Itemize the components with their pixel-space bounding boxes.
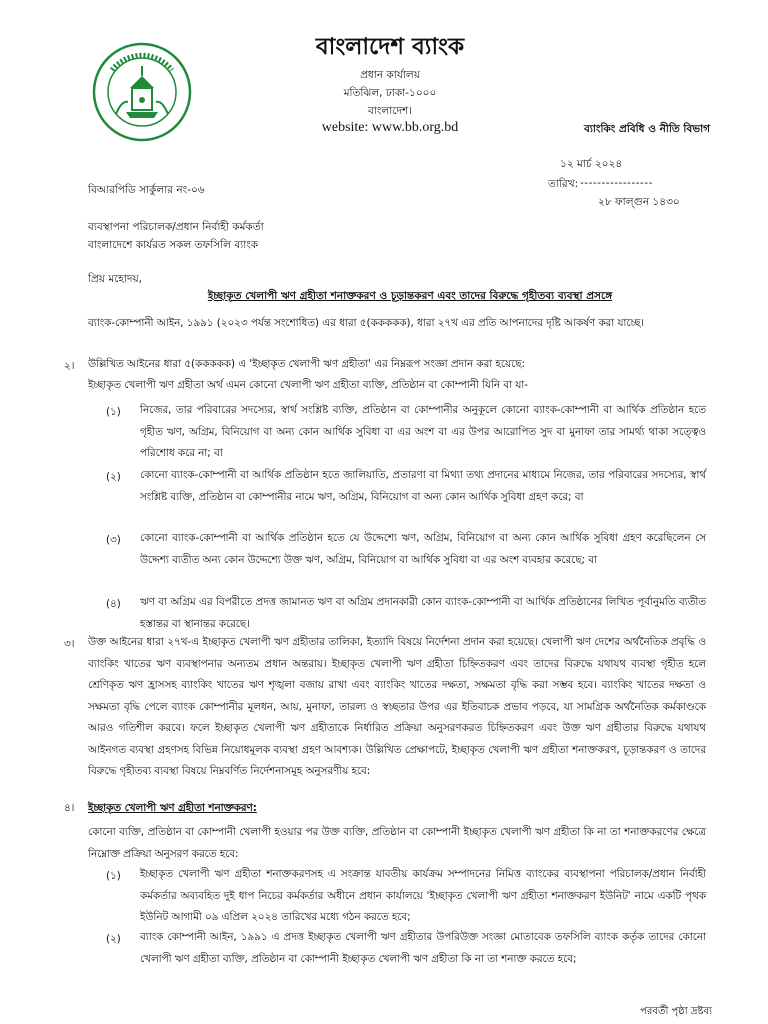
department-name: ব্যাংকিং প্রবিধি ও নীতি বিভাগ <box>584 123 710 135</box>
s2-item-3-text: কোনো ব্যাংক-কোম্পানী বা আর্থিক প্রতিষ্ঠান হতে যে উদ্দেশ্যে ঋণ, অগ্রিম, বিনিয়োগ বা অন্য কোন আর্থিক সুবিধা গ্রহণ করেছিলেন সে উদ্দেশ্য ব্যতীত অন্য কোন উদ্দেশ্যে উক্ত ঋণ, অগ্রিম, বিনিয়োগ বা আর্থিক সুবিধা বা এর অংশ ব্যবহার করেছে; বা <box>140 532 706 566</box>
salutation: প্রিয় মহোদয়, <box>88 273 143 285</box>
s2-item-1-number: (১) <box>106 406 121 418</box>
org-name: বাংলাদেশ ব্যাংক <box>315 33 465 60</box>
section-3-text: উক্ত আইনের ধারা ২৭খ-এ ইচ্ছাকৃত খেলাপী ঋণ গ্রহীতার তালিকা, ইত্যাদি বিষয়ে নির্দেশনা প্রদান করা হয়েছে। খেলাপী ঋণ দেশের অর্থনৈতিক প্রবৃদ্ধি ও ব্যাংকিং খাতের ঋণ ব্যবস্থাপনার অন্যতম প্রধান অন্তরায়। ইচ্ছাকৃত খেলাপী ঋণ গ্রহীতা চিহ্নিতকরণ এবং তাদের বিরুদ্ধে যথাযথ ব্যবস্থা গৃহীত হলে শ্রেণিকৃত ঋণ হ্রাসসহ ব্যাংকিং খাতের ঋণ শৃঙ্খলা বজায় রাখা এবং ব্যাংকিং খাতের দক্ষতা, সক্ষমতা বৃদ্ধি করা সম্ভব হবে। ব্যাংকিং খাতের দক্ষতা ও সক্ষমতা বৃদ্ধি পেলে ব্যাংক কোম্পানীর মূলধন, আয়, মুনাফা, তারল্য ও স্বচ্ছতার উপর এর ইতিবাচক প্রভাব পড়বে, যা সামগ্রিক অর্থনৈতিক কর্মকাণ্ডকে আরও গতিশীল করবে। ফলে ইচ্ছাকৃত খেলাপী ঋণ গ্রহীতাকে নির্ধারিত প্রক্রিয়া অনুসরণকরত চিহ্নিতকরণ এবং উক্ত ঋণ গ্রহীতার বিরুদ্ধে যথাযথ আইনগত ব্যবস্থা গ্রহণসহ বিভিন্ন নিয়োধমূলক ব্যবস্থা গ্রহণ আবশ্যক। উল্লিখিত প্রেক্ষাপটে, ইচ্ছাকৃত খেলাপী ঋণ গ্রহীতা শনাক্তকরণ, চূড়ান্তকরণ ও তাদের বিরুদ্ধে গৃহীতব্য ব্যবস্থা বিষয়ে নিম্নবর্ণিত নির্দেশনাসমূহ অনুসরণীয় হবে: <box>88 636 706 777</box>
s4-item-2-text: ব্যাংক কোম্পানী আইন, ১৯৯১ এ প্রদত্ত ইচ্ছাকৃত খেলাপী ঋণ গ্রহীতার উপরিউক্ত সংজ্ঞা মোতাবেক তফসিলি ব্যাংক কর্তৃক তাদের কোনো খেলাপী ঋণ গ্রহীতা ব্যক্তি, প্রতিষ্ঠান বা কোম্পানী ইচ্ছাকৃত খেলাপী ঋণ গ্রহীতা কি না তা শনাক্ত করতে হবে; <box>140 931 706 965</box>
website: website: www.bb.org.bd <box>321 120 459 135</box>
recipient-line-1: ব্যবস্থাপনা পরিচালক/প্রধান নির্বাহী কর্মকর্তা <box>88 221 264 233</box>
intro-paragraph: ব্যাংক-কোম্পানী আইন, ১৯৯১ (২০২৩ পর্যন্ত সংশোধিত) এর ধারা ৫(ককককক), ধারা ২৭খ এর প্রতি আপনাদের দৃষ্টি আকর্ষণ করা যাচ্ছে। <box>88 317 644 329</box>
recipient-line-2: বাংলাদেশে কার্যরত সকল তফসিলি ব্যাংক <box>88 239 259 251</box>
s2-item-4-text: ঋণ বা অগ্রিম এর বিপরীতে প্রদত্ত জামানত ঋণ বা অগ্রিম প্রদানকারী কোন ব্যাংক-কোম্পানী বা আর্থিক প্রতিষ্ঠানের লিখিত পূর্বানুমতি ব্যতীত হস্তান্তর বা স্থানান্তর করেছে। <box>140 596 706 630</box>
office-name: প্রধান কার্যালয় <box>360 69 420 81</box>
section-2-number: ২। <box>64 360 75 372</box>
section-3-number: ৩। <box>64 638 75 650</box>
date-bengali: ২৮ ফাল্গুন ১৪৩০ <box>598 196 680 208</box>
section-2-definition: ইচ্ছাকৃত খেলাপী ঋণ গ্রহীতা অর্থ এমন কোনো খেলাপী ঋণ গ্রহীতা ব্যক্তি, প্রতিষ্ঠান বা কোম্পানী যিনি বা যা- <box>88 379 528 391</box>
continued-note: পরবর্তী পৃষ্ঠা দ্রষ্টব্য <box>640 1006 712 1017</box>
s4-item-2-number: (২) <box>106 933 121 945</box>
office-country: বাংলাদেশ। <box>368 105 412 117</box>
bangladesh-bank-seal-logo <box>92 42 192 142</box>
section-4-number: ৪। <box>64 802 75 814</box>
date-gregorian: ১২ মার্চ ২০২৪ <box>560 158 623 170</box>
s2-item-2-text: কোনো ব্যাংক-কোম্পানী বা আর্থিক প্রতিষ্ঠান হতে জালিয়াতি, প্রতারণা বা মিথ্যা তথ্য প্রদানের মাধ্যমে নিজের, তার পরিবারের সদস্যের, স্বার্থ সংশ্লিষ্ট ব্যক্তি, প্রতিষ্ঠান বা কোম্পানীর নামে ঋণ, অগ্রিম, বিনিয়োগ বা অন্য কোন আর্থিক সুবিধা গ্রহণ করে; বা <box>140 469 706 503</box>
section-4-text: কোনো ব্যক্তি, প্রতিষ্ঠান বা কোম্পানী খেলাপী হওয়ার পর উক্ত ব্যক্তি, প্রতিষ্ঠান বা কোম্পানী ইচ্ছাকৃত খেলাপী ঋণ গ্রহীতা কি না তা শনাক্তকরণের ক্ষেত্রে নিম্নোক্ত প্রক্রিয়া অনুসরণ করতে হবে: <box>88 826 706 860</box>
office-address: মতিঝিল, ঢাকা-১০০০ <box>343 87 437 99</box>
s4-item-1-text: ইচ্ছাকৃত খেলাপী ঋণ গ্রহীতা শনাক্তকরণসহ এ সংক্রান্ত যাবতীয় কার্যক্রম সম্পাদনের নিমিত্ত ব্যাংকের ব্যবস্থাপনা পরিচালক/প্রধান নির্বাহী কর্মকর্তার অব্যবহিত দুই ধাপ নিচের কর্মকর্তার অধীনে প্রধান কার্যালয়ে 'ইচ্ছাকৃত খেলাপী ঋণ গ্রহীতা শনাক্তকরণ ইউনিট' নামে একটি পৃথক ইউনিট আগামী ০৯ এপ্রিল ২০২৪ তারিখের মধ্যে গঠন করতে হবে; <box>140 868 707 923</box>
s2-item-2-number: (২) <box>106 471 121 483</box>
date-divider: ----------------- <box>580 177 653 189</box>
s2-item-3-number: (৩) <box>106 534 121 546</box>
s2-item-4-number: (৪) <box>106 598 121 610</box>
circular-number: বিআরপিডি সার্কুলার নং-০৬ <box>88 184 205 196</box>
date-label: তারিখ: <box>548 178 579 190</box>
section-2-text: উল্লিখিত আইনের ধারা ৫(ককককক) এ 'ইচ্ছাকৃত খেলাপী ঋণ গ্রহীতা' এর নিম্নরূপ সংজ্ঞা প্রদান করা হয়েছে: <box>88 358 525 370</box>
s4-item-1-number: (১) <box>106 870 121 882</box>
section-4-heading: ইচ্ছাকৃত খেলাপী ঋণ গ্রহীতা শনাক্তকরণ: <box>88 802 257 814</box>
s2-item-1-text: নিজের, তার পরিবারের সদস্যের, স্বার্থ সংশ্লিষ্ট ব্যক্তি, প্রতিষ্ঠান বা কোম্পানীর অনুকূলে কোনো ব্যাংক-কোম্পানী বা আর্থিক প্রতিষ্ঠান হতে গৃহীত ঋণ, অগ্রিম, বিনিয়োগ বা অন্য কোন আর্থিক সুবিধা বা এর অংশ বা এর উপর আরোপিত সুদ বা মুনাফা তার সামর্থ্য থাকা সত্ত্বেও পরিশোধ করে না; বা <box>140 404 706 459</box>
subject-line: ইচ্ছাকৃত খেলাপী ঋণ গ্রহীতা শনাক্তকরণ ও চূড়ান্তকরণ এবং তাদের বিরুদ্ধে গৃহীতব্য ব্যবস্থা প্রসঙ্গে <box>207 290 613 302</box>
